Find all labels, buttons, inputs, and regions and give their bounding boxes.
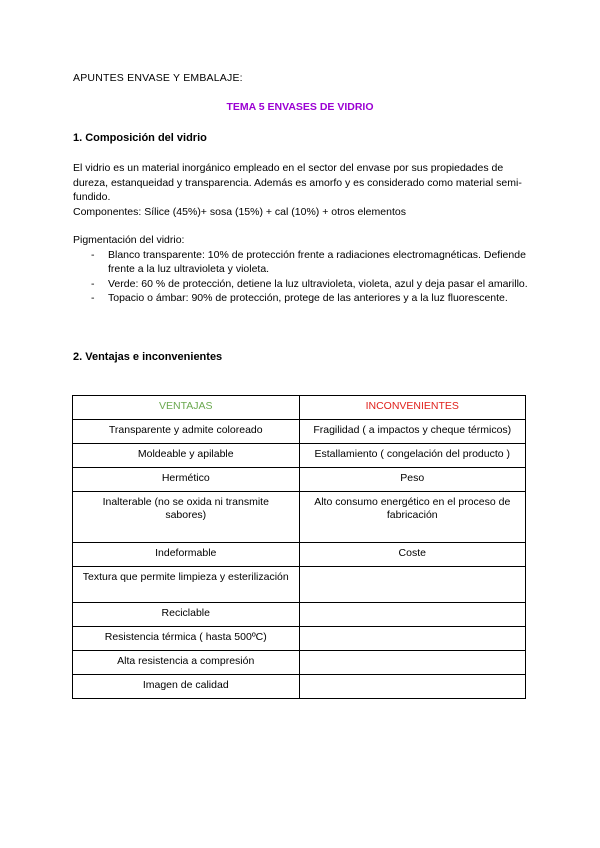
list-item: - Blanco transparente: 10% de protección frente a radiaciones electromagnéticas. Defiende frente a la luz ultravioleta y violeta. — [91, 248, 526, 275]
table-cell: Indeformable — [73, 543, 300, 567]
list-item-text: Blanco transparente: 10% de protección frente a radiaciones electromagnéticas. Defiende frente a la luz ultravioleta y violeta. — [108, 248, 526, 275]
ventajas-header: VENTAJAS — [73, 396, 300, 420]
table-cell — [299, 567, 526, 603]
table-row — [73, 603, 526, 627]
section-2-heading: 2. Ventajas e inconvenientes — [73, 351, 223, 363]
list-item-text: Topacio o ámbar: 90% de protección, protege de las anteriores y a la luz fluorescente. — [108, 292, 508, 304]
table-row — [73, 651, 526, 675]
pigmentation-list — [73, 248, 533, 306]
document-title: TEMA 5 ENVASES DE VIDRIO — [226, 101, 374, 113]
list-item: - Verde: 60 % de protección, detiene la luz ultravioleta, violeta, azul y deja pasar el amarillo. — [91, 277, 528, 290]
composition-paragraph: El vidrio es un material inorgánico empleado en el sector del envase por sus propiedades de dureza, estanqueidad y transparencia. Además es amorfo y es considerado como material semi-fundido. — [73, 162, 522, 203]
table-cell: Resistencia térmica ( hasta 500ºC) — [73, 627, 300, 651]
table-cell: Reciclable — [73, 603, 300, 627]
table-cell: Peso — [299, 468, 526, 492]
table-row — [73, 420, 526, 444]
table-cell: Coste — [299, 543, 526, 567]
table-row — [73, 468, 526, 492]
table-cell — [299, 651, 526, 675]
table-cell: Alta resistencia a compresión — [73, 651, 300, 675]
table-row — [73, 492, 526, 543]
table-row — [73, 627, 526, 651]
composition-text — [73, 161, 533, 219]
list-item: - Topacio o ámbar: 90% de protección, protege de las anteriores y a la luz fluorescente. — [91, 292, 508, 304]
pigmentation-block — [73, 233, 533, 306]
table-cell: Moldeable y apilable — [73, 444, 300, 468]
advantages-table — [72, 395, 526, 699]
table-cell: Imagen de calidad — [73, 675, 300, 699]
table-cell — [299, 603, 526, 627]
section-1-heading: 1. Composición del vidrio — [73, 132, 207, 144]
table-row — [73, 675, 526, 699]
table-cell — [299, 675, 526, 699]
table-header-row — [73, 396, 526, 420]
table-cell — [299, 627, 526, 651]
table-cell: Hermético — [73, 468, 300, 492]
table-row — [73, 543, 526, 567]
table-cell: Alto consumo energético en el proceso de fabricación — [299, 492, 526, 543]
components-line: Componentes: Sílice (45%)+ sosa (15%) + cal (10%) + otros elementos — [73, 205, 406, 218]
document-header: APUNTES ENVASE Y EMBALAJE: — [73, 72, 243, 84]
table-row — [73, 444, 526, 468]
table-cell: Inalterable (no se oxida ni transmite sabores) — [73, 492, 300, 543]
pigmentation-lead: Pigmentación del vidrio: — [73, 234, 185, 246]
table-cell: Fragilidad ( a impactos y cheque térmicos) — [299, 420, 526, 444]
list-item-text: Verde: 60 % de protección, detiene la luz ultravioleta, violeta, azul y deja pasar el amarillo. — [108, 277, 528, 290]
inconvenientes-header: INCONVENIENTES — [299, 396, 526, 420]
table-cell: Textura que permite limpieza y esterilización — [73, 567, 300, 603]
table-cell: Estallamiento ( congelación del producto ) — [299, 444, 526, 468]
table-row — [73, 567, 526, 603]
table-cell: Transparente y admite coloreado — [73, 420, 300, 444]
